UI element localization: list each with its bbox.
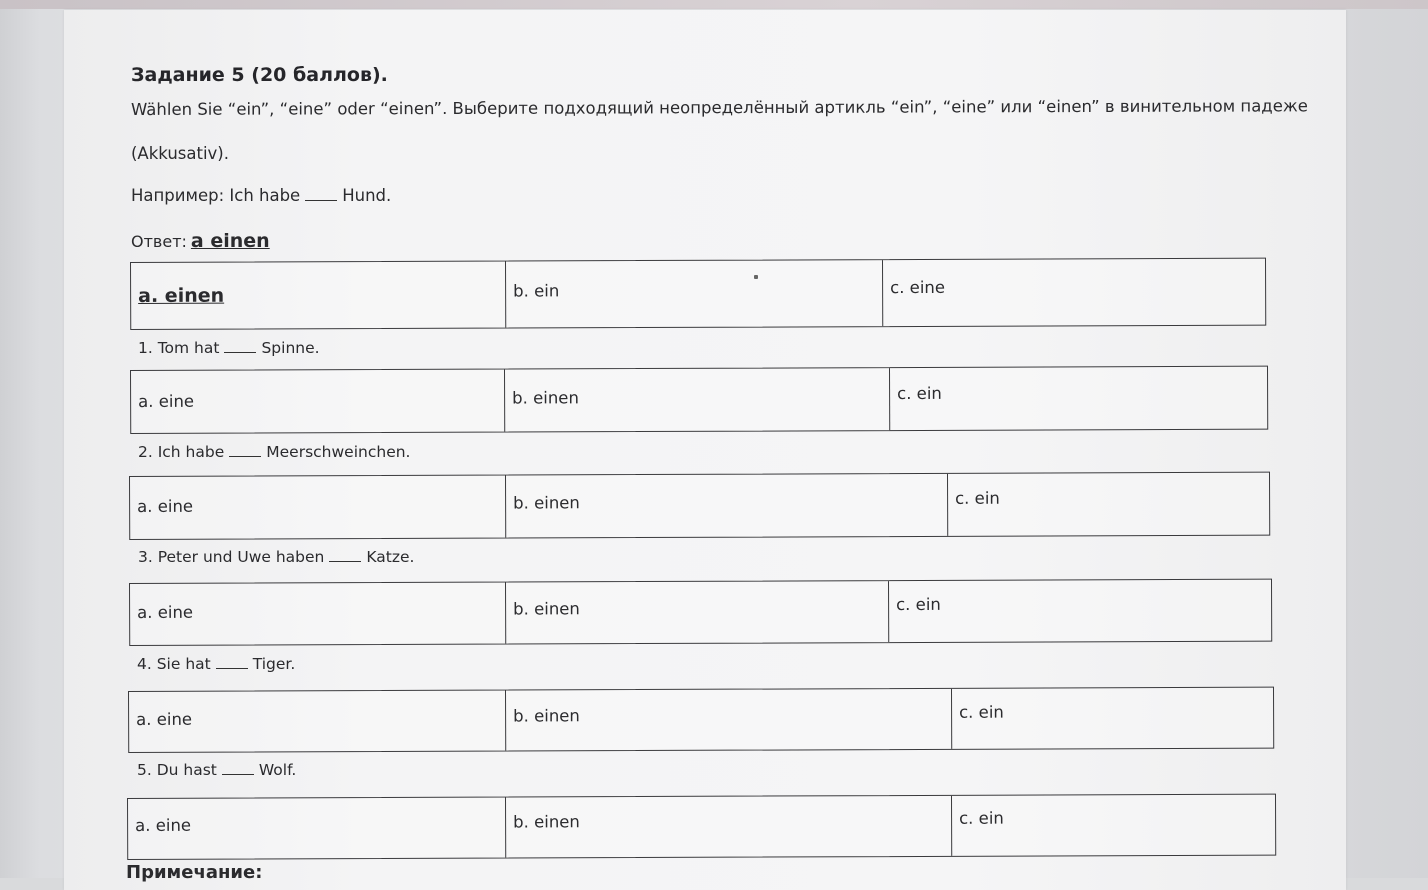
option-a[interactable] — [131, 262, 506, 329]
option-b[interactable] — [506, 474, 948, 538]
note-label: Примечание: — [126, 862, 263, 883]
example-sentence — [131, 186, 391, 205]
option-a[interactable] — [129, 691, 506, 752]
question-3-suffix: Katze. — [366, 548, 415, 566]
instruction-text-continued: (Akkusativ). — [131, 144, 229, 163]
option-b[interactable] — [506, 796, 952, 858]
option-b-label: b. einen — [513, 493, 580, 513]
option-b[interactable] — [505, 368, 890, 431]
option-a[interactable] — [130, 476, 506, 539]
option-b-label: b. ein — [513, 281, 560, 301]
question-4-prefix: 4. Sie hat — [137, 655, 211, 673]
question-3-prefix: 3. Peter und Uwe haben — [138, 548, 325, 566]
question-5-suffix: Wolf. — [258, 761, 297, 779]
option-a[interactable] — [128, 798, 506, 859]
option-c[interactable] — [890, 367, 1267, 430]
question-1-prefix: 1. Tom hat — [138, 339, 220, 357]
option-c[interactable] — [889, 580, 1271, 642]
question-4 — [137, 655, 295, 673]
option-c-label: c. ein — [955, 488, 1000, 508]
blank-line — [224, 352, 256, 353]
option-c-label: c. ein — [897, 383, 942, 404]
option-a-label: a. eine — [136, 709, 193, 729]
question-2-prefix: 2. Ich habe — [138, 443, 225, 461]
example-prefix: Например: Ich habe — [131, 186, 301, 205]
blank-line — [305, 200, 337, 201]
option-c[interactable] — [952, 688, 1273, 749]
example-options-row — [130, 258, 1266, 330]
question-5-prefix: 5. Du hast — [137, 761, 217, 779]
question-1 — [138, 339, 320, 357]
option-a-label: a. eine — [137, 602, 194, 622]
question-4-options-row — [128, 687, 1274, 753]
instruction-text: Wählen Sie “ein”, “eine” oder “einen”. Выберите подходящий неопределённый артикль “ein”, “eine” или “einen” в винительном падеже — [131, 96, 1308, 119]
blank-line — [329, 561, 361, 562]
option-b[interactable] — [506, 581, 889, 643]
option-c-label: c. ein — [959, 808, 1004, 828]
question-1-suffix: Spinne. — [261, 339, 320, 357]
option-b-label: b. einen — [512, 388, 579, 408]
option-b[interactable] — [506, 260, 883, 327]
option-b-label: b. einen — [513, 599, 580, 619]
question-2-suffix: Meerschweinchen. — [266, 443, 411, 461]
option-c[interactable] — [952, 795, 1275, 856]
option-c[interactable] — [883, 259, 1265, 326]
option-c[interactable] — [948, 473, 1269, 536]
example-answer — [131, 230, 270, 252]
option-a[interactable] — [131, 370, 505, 433]
question-4-suffix: Tiger. — [252, 655, 296, 673]
option-a-label: a. eine — [135, 815, 192, 835]
task-heading: Задание 5 (20 баллов). — [131, 64, 388, 86]
option-a[interactable] — [130, 583, 506, 645]
example-suffix: Hund. — [342, 186, 392, 205]
question-5 — [137, 761, 296, 779]
option-c-label: c. eine — [890, 277, 946, 298]
question-3-options-row — [129, 579, 1272, 646]
question-1-options-row — [130, 366, 1268, 434]
question-2 — [138, 443, 410, 461]
blank-line — [229, 456, 261, 457]
option-b[interactable] — [506, 689, 952, 751]
blank-line — [222, 774, 254, 775]
answer-value: a einen — [190, 230, 270, 252]
option-a-label: a. eine — [137, 496, 194, 516]
option-b-label: b. einen — [513, 812, 580, 832]
option-c-label: c. ein — [959, 702, 1004, 722]
option-a-label: a. eine — [138, 391, 195, 411]
question-5-options-row — [127, 794, 1276, 860]
answer-label: Ответ: — [131, 232, 187, 251]
question-2-options-row — [129, 472, 1270, 540]
option-b-label: b. einen — [513, 706, 580, 726]
blank-line — [216, 668, 248, 669]
option-a-label: a. einen — [138, 284, 225, 307]
question-3 — [138, 548, 414, 566]
browser-top-bar — [0, 0, 1428, 9]
option-c-label: c. ein — [896, 594, 941, 615]
